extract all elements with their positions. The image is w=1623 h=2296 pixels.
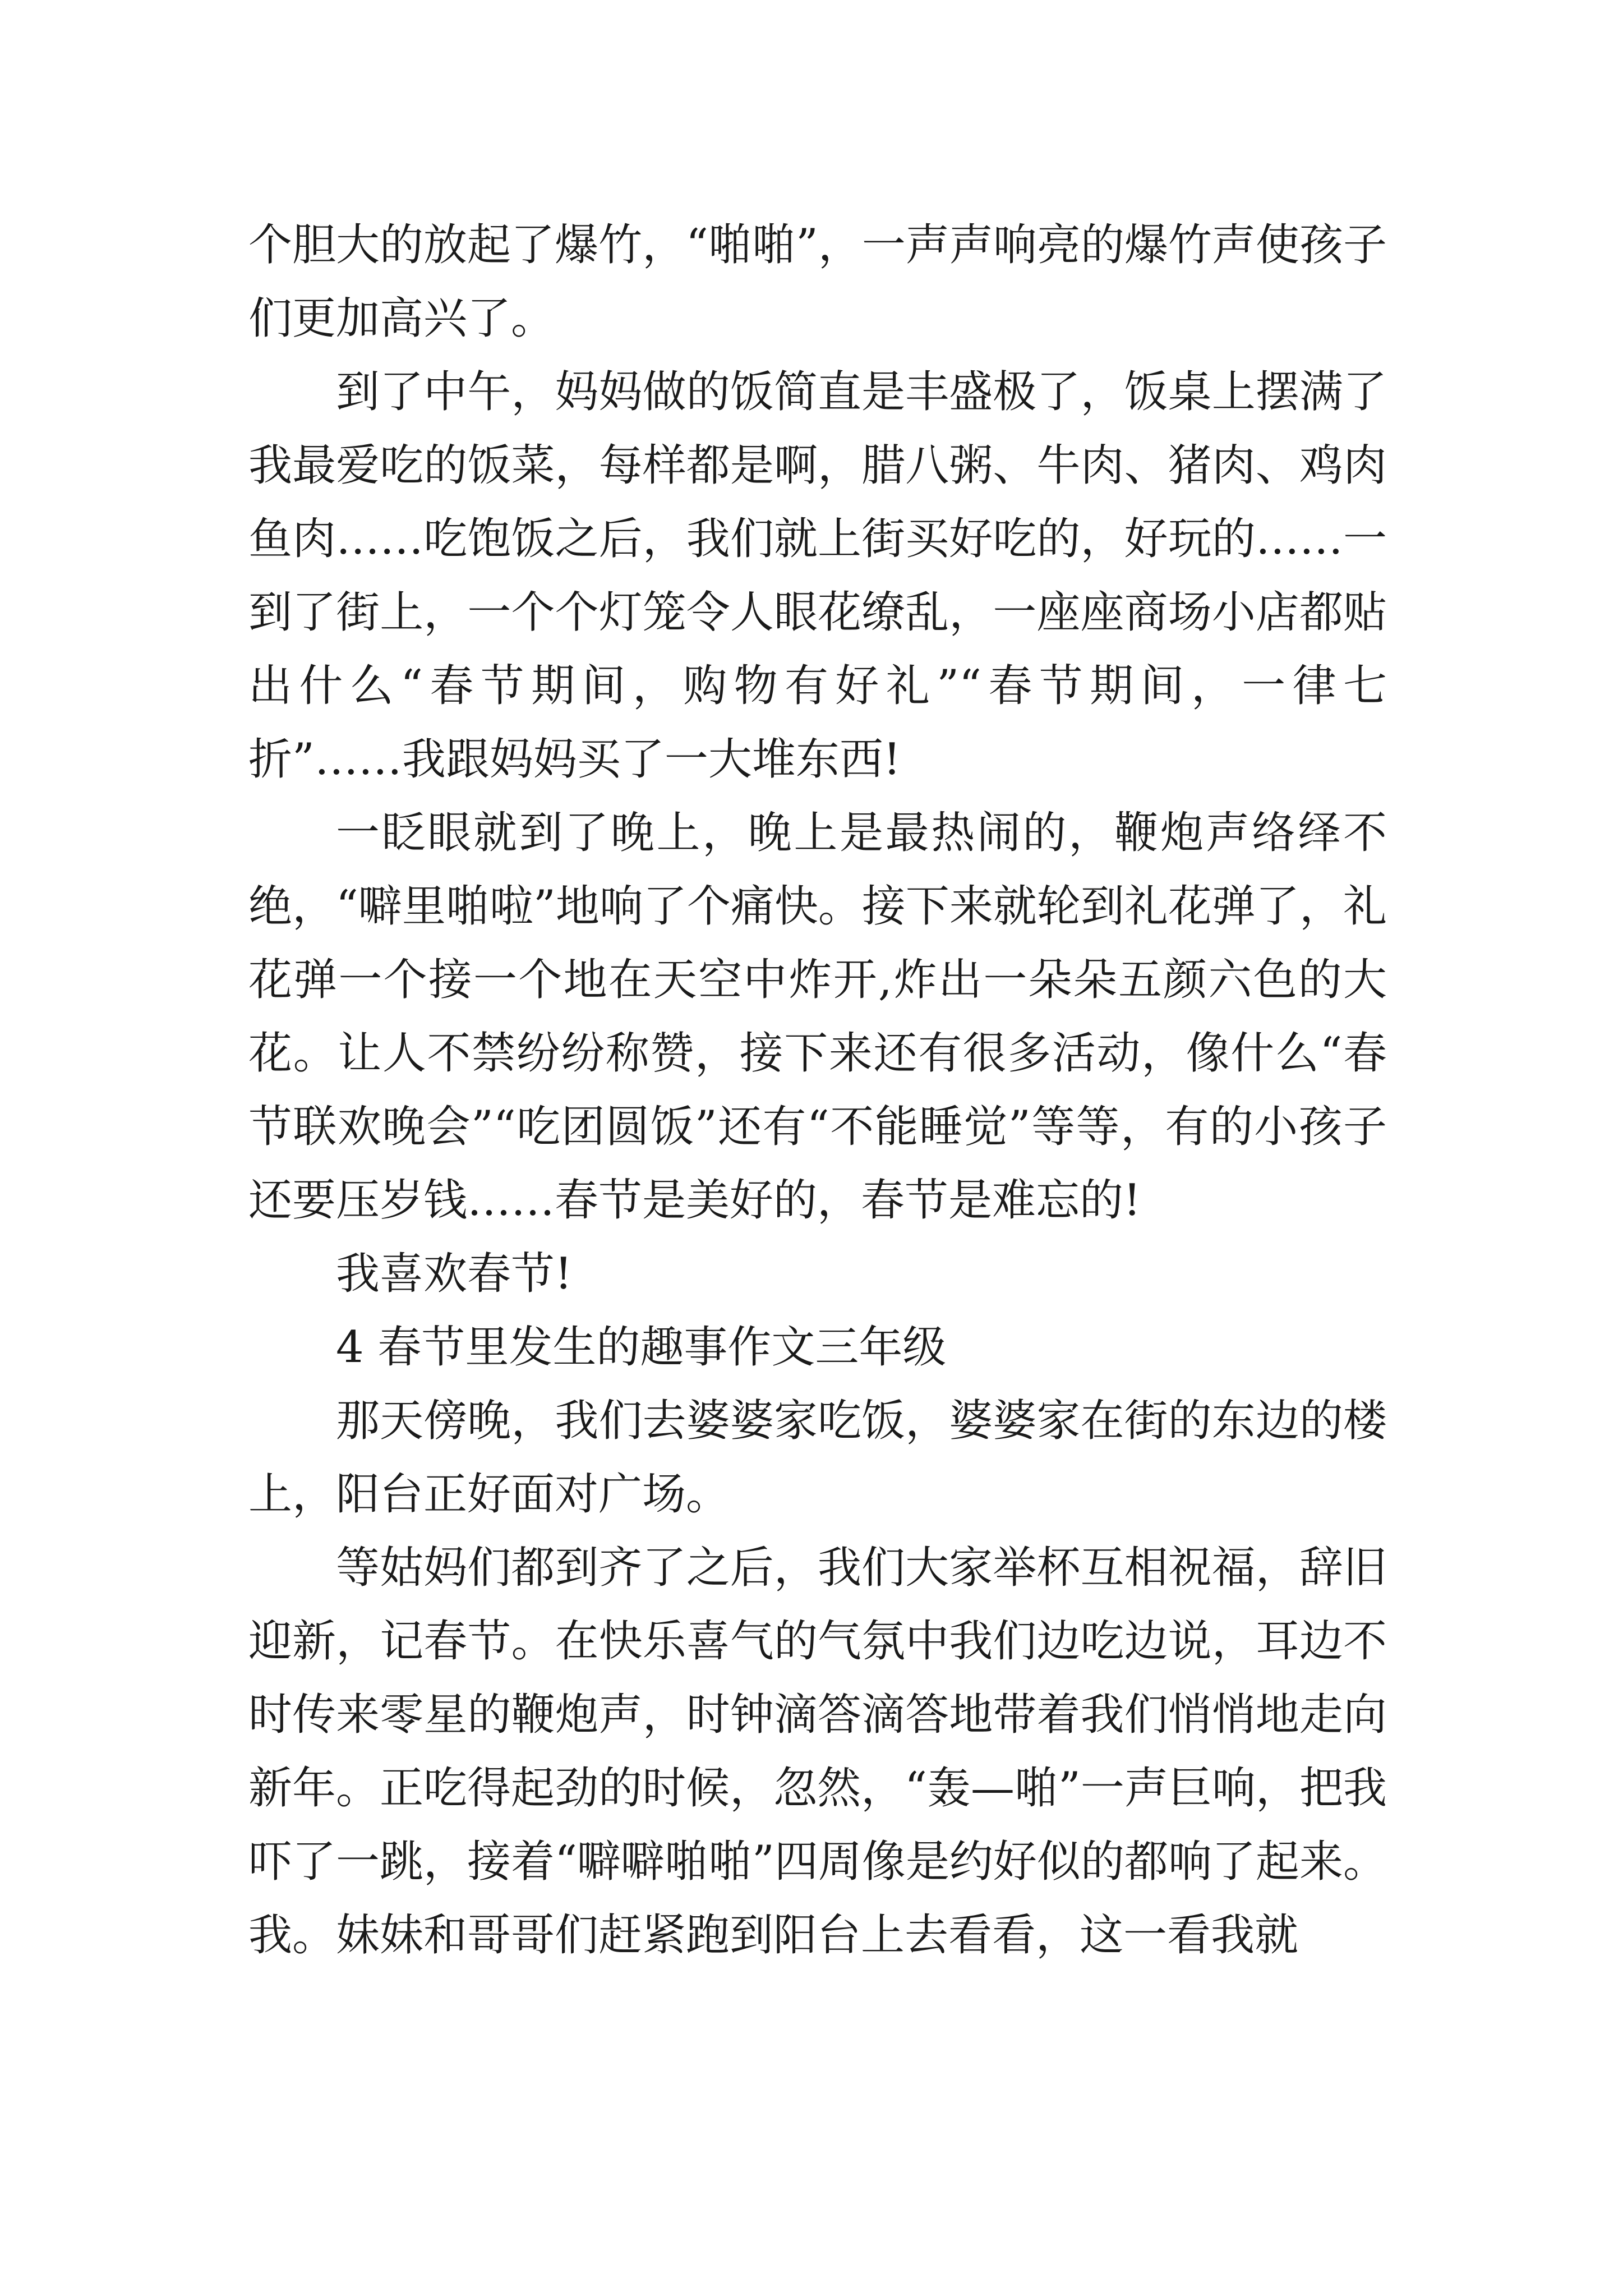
paragraph-1: 个胆大的放起了爆竹，“啪啪”，一声声响亮的爆竹声使孩子们更加高兴了。 [248, 220, 1387, 344]
paragraph-5: 那天傍晚，我们去婆婆家吃饭，婆婆家在街的东边的楼上，阳台正好面对广场。 [248, 1396, 1387, 1520]
section-heading: 4 春节里发生的趣事作文三年级 [336, 1322, 947, 1373]
paragraph-4: 我喜欢春节! [336, 1249, 573, 1299]
paragraph-3: 一眨眼就到了晚上，晚上是最热闹的，鞭炮声络绎不绝，“噼里啪啦”地响了个痛快。接下来就轮到礼花弹了，礼花弹一个接一个地在天空中炸开,炸出一朵朵五颜六色的大花。让人不禁纷纷称赞，接下来还有很多活动，像什么“春节联欢晚会”“吃团圆饭”还有“不能睡觉”等等，有的小孩子还要压岁钱……春节是美好的，春节是难忘的! [248, 808, 1387, 1226]
paragraph-2: 到了中午，妈妈做的饭简直是丰盛极了，饭桌上摆满了我最爱吃的饭菜，每样都是啊，腊八粥、牛肉、猪肉、鸡肉鱼肉……吃饱饭之后，我们就上街买好吃的，好玩的……一到了街上，一个个灯笼令人眼花缭乱，一座座商场小店都贴出什么“春节期间，购物有好礼”“春节期间，一律七折”……我跟妈妈买了一大堆东西! [248, 367, 1387, 785]
paragraph-6: 等姑妈们都到齐了之后，我们大家举杯互相祝福，辞旧迎新，记春节。在快乐喜气的气氛中我们边吃边说，耳边不时传来零星的鞭炮声，时钟滴答滴答地带着我们悄悄地走向新年。正吃得起劲的时候，忽然，“轰—啪”一声巨响，把我吓了一跳，接着“噼噼啪啪”四周像是约好似的都响了起来。我。妹妹和哥哥们赶紧跑到阳台上去看看，这一看我就 [248, 1543, 1387, 1961]
body-text [248, 209, 1387, 1972]
